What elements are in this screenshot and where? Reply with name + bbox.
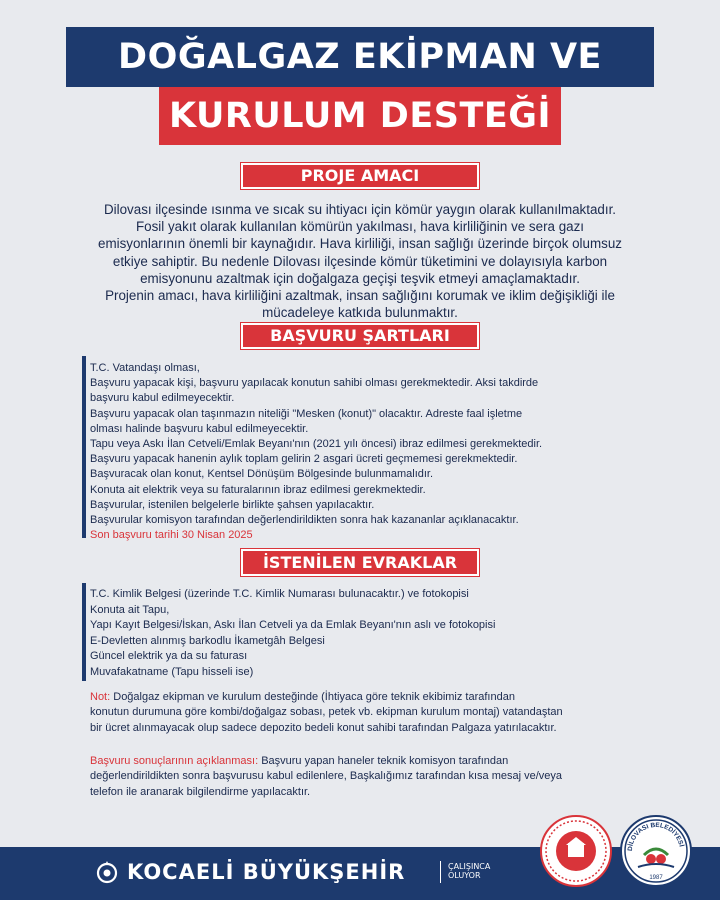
note-label: Not: <box>90 691 111 703</box>
requirement-item: Başvuru yapacak olan taşınmazın niteliği "Mesken (konut)" olacaktır. Adreste faal işletme <box>90 407 523 420</box>
requirement-item: Başvurular komisyon tarafından değerlendirildikten sonra hak kazananlar açıklanacaktır. <box>90 514 519 527</box>
seal-name-text: DİLOVASI BELEDİYESİ <box>626 821 685 852</box>
document-item: E-Devletten alınmış barkodlu İkametgâh Belgesi <box>90 634 325 647</box>
results-paragraph <box>90 754 650 800</box>
dilovasi-municipality-seal <box>620 815 692 887</box>
results-label: Başvuru sonuçlarının açıklanması: <box>90 755 259 767</box>
results-line: Başvuru yapan haneler teknik komisyon tarafından <box>258 755 509 767</box>
requirement-item: Konuta ait elektrik veya su faturalarının ibraz edilmesi gerekmektedir. <box>90 483 426 496</box>
kocaeli-logo-icon <box>96 860 118 886</box>
dilovasi-emblem-icon <box>622 817 690 885</box>
ministry-emblem-icon <box>542 817 610 885</box>
document-item: T.C. Kimlik Belgesi (üzerinde T.C. Kimlik Numarası bulunacaktır.) ve fotokopisi <box>90 588 469 600</box>
purpose-line: Dilovası ilçesinde ısınma ve sıcak su ihtiyacı için kömür yaygın olarak kullanılmaktadır. <box>103 202 617 217</box>
requirements-heading: BAŞVURU ŞARTLARI <box>241 323 479 349</box>
purpose-line: etkiye sahiptir. Bu nedenle Dilovası ilçesinde kömür tüketimini ve dolayısıyla karbon <box>112 253 608 269</box>
purpose-paragraph <box>70 201 650 321</box>
requirement-item: T.C. Vatandaşı olması, <box>90 362 200 374</box>
requirement-item: Başvuru yapacak kişi, başvuru yapılacak konutun sahibi olması gerekmektedir. Aksi takdirde <box>90 377 539 390</box>
documents-heading: İSTENİLEN EVRAKLAR <box>241 549 479 576</box>
note-paragraph <box>90 690 650 736</box>
requirement-item: Başvuracak olan konut, Kentsel Dönüşüm Bölgesinde bulunmamalıdır. <box>90 468 434 481</box>
seal-year-text: 1987 <box>649 875 663 881</box>
purpose-heading: PROJE AMACI <box>241 163 479 189</box>
documents-list <box>90 587 630 681</box>
purpose-line: mücadeleye katkıda bulunmaktır. <box>262 305 458 321</box>
deadline-text: Son başvuru tarihi 30 Nisan 2025 <box>90 529 253 542</box>
results-line: telefon ile aranarak bilgilendirme yapılacaktır. <box>90 785 311 798</box>
slogan <box>448 862 490 880</box>
title-line-1: DOĞALGAZ EKİPMAN VE <box>66 27 654 87</box>
purpose-line: emisyonunu azaltmak için doğalgaza geçişi teşvik etmeyi amaçlamaktadır. <box>140 270 580 286</box>
documents-accent-bar <box>82 583 86 681</box>
requirement-item: başvuru kabul edilmeyecektir. <box>90 392 235 405</box>
requirement-item: Başvurular, istenilen belgelerle birlikte şahsen yapılacaktır. <box>90 498 375 511</box>
ministry-seal-logo <box>540 815 612 887</box>
requirements-list <box>90 361 630 543</box>
requirements-accent-bar <box>82 356 86 538</box>
kocaeli-brand-text: KOCAELİ BÜYÜKŞEHİR <box>127 860 406 884</box>
purpose-line: emisyonlarının önemli bir kaynağıdır. Hava kirliliği, insan sağlığı üzerinde birçok olumsuz <box>98 236 622 252</box>
requirement-item: Başvuru yapacak hanenin aylık toplam gelirin 2 asgari ücreti geçmemesi gerekmektedir. <box>90 453 518 466</box>
svg-text:DİLOVASI BELEDİYESİ <box>627 822 686 851</box>
note-line: bir ücret alınmayacak olup sadece depozito bedeli konut sahibi tarafından Palgaza yatırılacaktır. <box>90 721 557 734</box>
slogan-line: OLUYOR <box>448 871 481 880</box>
slogan-line: ÇALIŞINCA <box>448 862 491 871</box>
requirement-item: olması halinde başvuru kabul edilmeyecektir. <box>90 422 309 435</box>
document-item: Güncel elektrik ya da su faturası <box>90 650 248 663</box>
requirement-item: Tapu veya Askı İlan Cetveli/Emlak Beyanı'nın (2021 yılı öncesi) ibraz edilmesi gerekmektedir. <box>90 438 543 451</box>
footer-bar <box>0 847 720 900</box>
document-item: Muvafakatname (Tapu hisseli ise) <box>90 665 254 678</box>
results-line: değerlendirildikten sonra başvurusu kabul edilenlere, Başkalığımız tarafından kısa mesaj ve/veya <box>90 770 563 783</box>
document-item: Yapı Kayıt Belgesi/İskan, Askı İlan Cetveli ya da Emlak Beyanı'nın aslı ve fotokopisi <box>90 619 496 632</box>
purpose-line: Fosil yakıt olarak kullanılan kömürün yakılması, hava kirliliğinin ve sera gazı <box>135 219 585 235</box>
title-line-2: KURULUM DESTEĞİ <box>159 87 561 145</box>
slogan-divider <box>440 861 441 883</box>
note-line: Doğalgaz ekipman ve kurulum desteğinde (İhtiyaca göre teknik ekibimiz tarafından <box>110 691 515 703</box>
document-item: Konuta ait Tapu, <box>90 603 170 616</box>
note-line: konutun durumuna göre kombi/doğalgaz sobası, petek vb. ekipman kurulum montaj) vatandaştan <box>90 706 563 719</box>
purpose-line: Projenin amacı, hava kirliliğini azaltmak, insan sağlığını korumak ve iklim değişikliği ile <box>105 288 615 304</box>
